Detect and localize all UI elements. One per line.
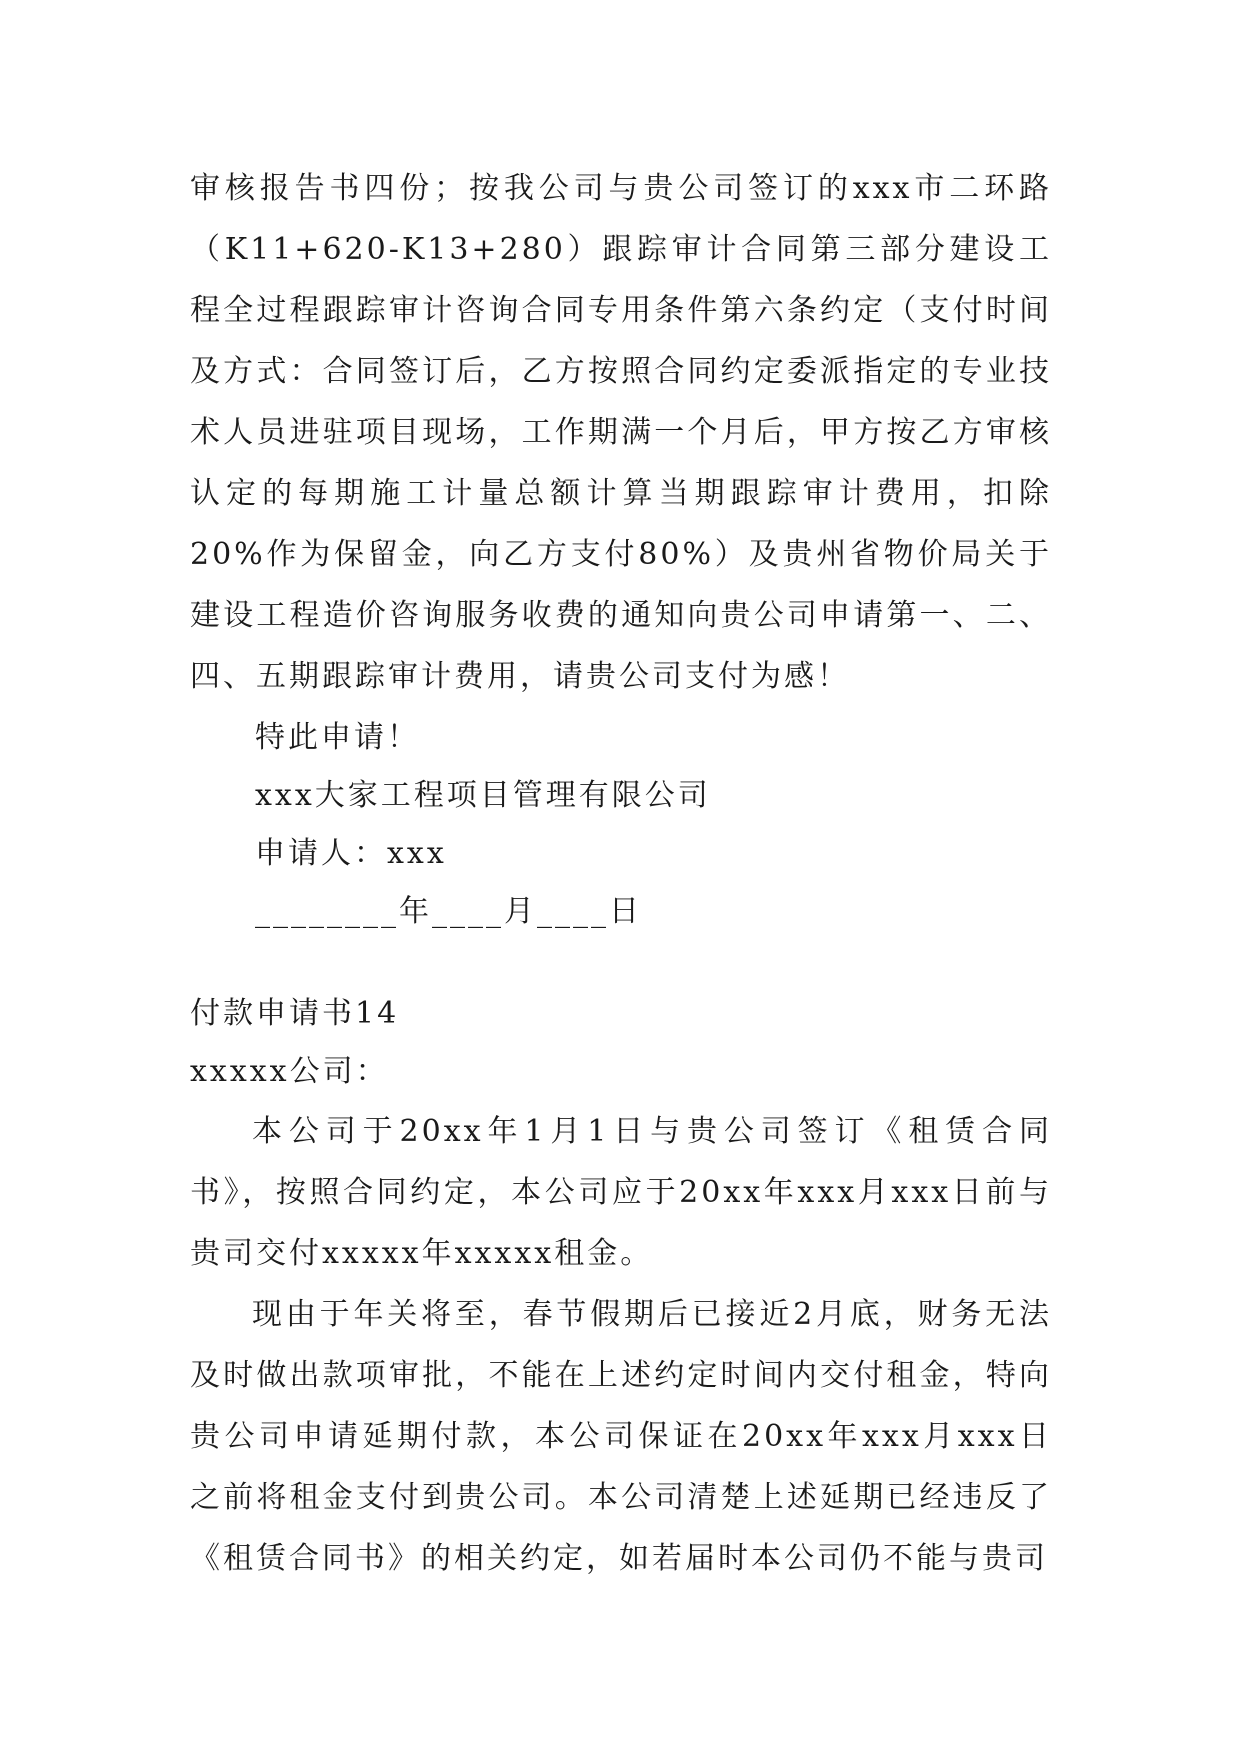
document-page bbox=[190, 158, 1052, 1589]
delay-request-paragraph: 现由于年关将至，春节假期后已接近2月底，财务无法及时做出款项审批，不能在上述约定时间内交付租金，特向贵公司申请延期付款，本公司保证在20xx年xxx月xxx日之前将租金支付到贵公司。本公司清楚上述延期已经违反了《租赁合同书》的相关约定，如若届时本公司仍不能与贵司 bbox=[190, 1297, 1052, 1576]
date-line: ________年____月____日 bbox=[255, 894, 642, 929]
section-gap bbox=[190, 941, 1052, 985]
recipient-line: xxxxx公司： bbox=[190, 1054, 389, 1089]
closing-statement: 特此申请！ bbox=[255, 720, 420, 755]
contract-paragraph: 本公司于20xx年1月1日与贵公司签订《租赁合同书》，按照合同约定，本公司应于20xx年xxx月xxx日前与贵司交付xxxxx年xxxxx租金。 bbox=[190, 1114, 1052, 1271]
payment-request-body: 审核报告书四份；按我公司与贵公司签订的xxx市二环路（K11+620-K13+280）跟踪审计合同第三部分建设工程全过程跟踪审计咨询合同专用条件第六条约定（支付时间及方式：合同签订后，乙方按照合同约定委派指定的专业技术人员进驻项目现场，工作期满一个月后，甲方按乙方审核认定的每期施工计量总额计算当期跟踪审计费用，扣除20%作为保留金，向乙方支付80%）及贵州省物价局关于建设工程造价咨询服务收费的通知向贵公司申请第一、二、四、五期跟踪审计费用，请贵公司支付为感！ bbox=[190, 171, 1052, 694]
applicant-line: 申请人：xxx bbox=[255, 836, 447, 871]
document-title: 付款申请书14 bbox=[190, 996, 400, 1031]
company-name: xxx大家工程项目管理有限公司 bbox=[255, 778, 711, 813]
